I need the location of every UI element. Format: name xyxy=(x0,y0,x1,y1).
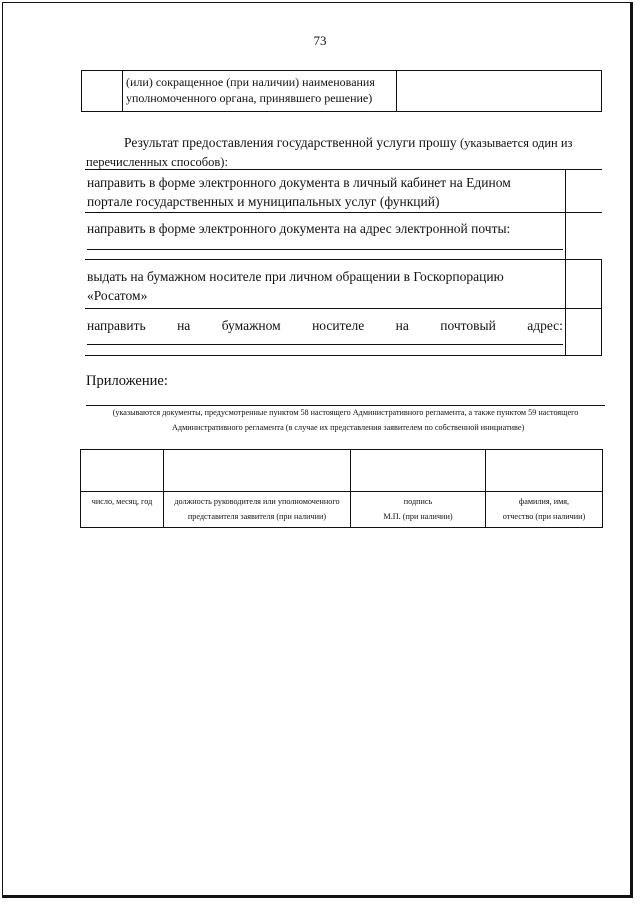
date-caption-text: число, месяц, год xyxy=(91,497,153,506)
option-4-checkbox[interactable] xyxy=(565,309,602,355)
signature-field[interactable] xyxy=(351,450,486,492)
result-intro-line2: перечисленных способов): xyxy=(86,155,228,169)
result-intro-main: Результат предоставления государственной услуги прошу xyxy=(124,135,457,150)
option-row-personal-account xyxy=(85,170,602,213)
option-row-paper-rosatom xyxy=(85,260,602,309)
authority-table xyxy=(81,70,602,112)
option-4-word: носителе xyxy=(312,318,365,333)
postal-address-field[interactable] xyxy=(87,344,563,345)
option-1-checkbox[interactable] xyxy=(565,170,602,212)
delivery-options-table xyxy=(85,169,602,356)
option-4-word: направить xyxy=(87,318,146,333)
date-caption xyxy=(81,492,164,528)
option-4-line xyxy=(87,316,563,335)
page-number: 73 xyxy=(313,33,327,48)
position-caption xyxy=(164,492,351,528)
appendix-note-line1: (указываются документы, предусмотренные пунктом 58 настоящего Административного регламента, а также пунктом 59 настоящего xyxy=(112,408,579,417)
option-4-word: на xyxy=(177,318,191,333)
appendix-title: Приложение: xyxy=(86,373,168,389)
option-row-email xyxy=(85,213,602,260)
option-2-checkbox[interactable] xyxy=(565,213,602,259)
full-name-caption-line1: фамилия, имя, xyxy=(518,497,570,506)
option-4-word: бумажном xyxy=(221,318,281,333)
full-name-field[interactable] xyxy=(486,450,603,492)
appendix-note-line2: Административного регламента (в случае их представления заявителем по собственной инициативе) xyxy=(172,423,525,432)
signature-caption xyxy=(351,492,486,528)
option-4-word: адрес: xyxy=(527,318,563,333)
option-1-line2: портале государственных и муниципальных услуг (функций) xyxy=(87,194,440,209)
full-name-caption xyxy=(486,492,603,528)
result-intro xyxy=(86,133,606,172)
option-2-line1: направить в форме электронного документа на адрес электронной почты: xyxy=(87,221,511,236)
signature-caption-line2: М.П. (при наличии) xyxy=(383,512,453,521)
position-field[interactable] xyxy=(164,450,351,492)
date-field[interactable] xyxy=(81,450,164,492)
result-intro-note: (указывается один из xyxy=(460,136,573,150)
authority-table-value-cell[interactable] xyxy=(397,71,601,111)
position-caption-line2: представителя заявителя (при наличии) xyxy=(187,512,327,521)
signature-caption-line1: подпись xyxy=(403,497,433,506)
full-name-caption-line2: отчество (при наличии) xyxy=(502,512,586,521)
option-3-line2: «Росатом» xyxy=(87,288,148,303)
option-4-word: почтовый xyxy=(440,318,496,333)
appendix-note xyxy=(86,405,605,435)
email-address-field[interactable] xyxy=(87,249,563,250)
authority-label-line2: уполномоченного органа, принявшего решение) xyxy=(126,91,373,105)
option-1-line1: направить в форме электронного документа в личный кабинет на Едином xyxy=(87,175,511,190)
authority-table-blank-cell xyxy=(82,71,123,111)
option-4-word: на xyxy=(395,318,409,333)
signature-table xyxy=(80,449,603,528)
authority-label-line1: (или) сокращенное (при наличии) наименования xyxy=(126,75,375,89)
option-row-postal xyxy=(85,309,602,355)
option-3-line1: выдать на бумажном носителе при личном обращении в Госкорпорацию xyxy=(87,269,504,284)
position-caption-line1: должность руководителя или уполномоченного xyxy=(174,497,340,506)
option-3-checkbox[interactable] xyxy=(565,260,602,308)
authority-table-label-cell xyxy=(123,71,397,111)
